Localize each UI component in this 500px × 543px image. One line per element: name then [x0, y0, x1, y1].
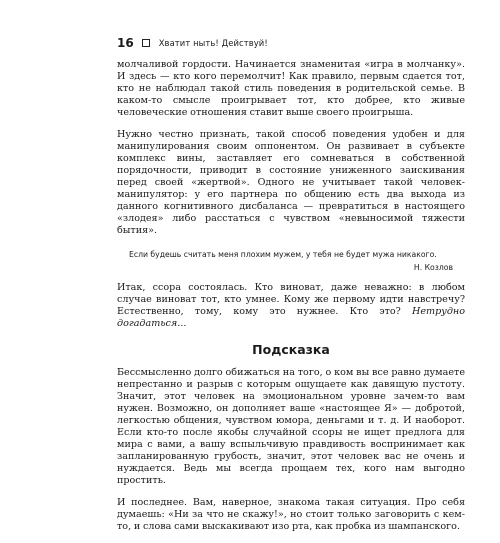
- paragraph-5: И последнее. Вам, наверное, знакома такая ситуация. Про себя думаешь: «Ни за что не скажу!», но стоит только заговорить с кем-то, и слова сами выскакивают изо рта, как пробка из шампанского.: [117, 497, 465, 532]
- section-heading: Подсказка: [252, 342, 330, 357]
- book-page: [117, 36, 465, 543]
- page-header: [117, 36, 465, 50]
- square-icon: [142, 39, 150, 47]
- paragraph-3: [117, 282, 465, 330]
- paragraph-3-italic: Нетрудно догадаться...: [117, 306, 465, 329]
- paragraph-2: Нужно честно признать, такой способ поведения удобен и для манипулирования своим оппонентом. Он развивает в субъекте комплекс вины, заставляет его сомневаться в собственной порядочности, приводит в состояние униженного заискивания перед своей «жертвой». Одного не учитывает такой человек-манипулятор: у его партнера по общению есть два выхода из данного когнитивного дисбаланса — превратиться в настоящего «злодея» либо расстаться с чувством «невыносимой тяжести бытия».: [117, 129, 465, 236]
- paragraph-1: молчаливой гордости. Начинается знаменитая «игра в молчанку». И здесь — кто кого перемолчит! Как правило, первым сдается тот, кто не наблюдал такой стиль поведения в родительской семье. В каком-то смысле проигрывает тот, кто добрее, кто живые человеческие отношения ставит выше своего проигрыша.: [117, 59, 465, 118]
- quote-text: Если будешь считать меня плохим мужем, у тебя не будет мужа никакого.: [129, 250, 437, 259]
- epigraph-quote: [129, 249, 465, 272]
- paragraph-3-text: Итак, ссора состоялась. Кто виноват, даже неважно: в любом случае виноват тот, кто умнее. Кому же первому идти навстречу? Естественно, тому, кому это нужнее. Кто это?: [117, 282, 465, 317]
- page-number: 16: [117, 36, 134, 50]
- quote-author: Н. Козлов: [413, 263, 453, 272]
- running-title: Хватит ныть! Действуй!: [158, 38, 268, 48]
- paragraph-4: Бессмысленно долго обижаться на того, о ком вы все равно думаете непрестанно и разрыв с которым ощущаете как давящую пустоту. Значит, этот человек на эмоциональном уровне зачем-то вам нужен. Возможно, он дополняет ваше «настоящее Я» — добротой, легкостью общения, чувством юмора, деньгами и т. д. И наоборот. Если кто-то после якобы случайной ссоры не ищет предлога для мира с вами, а вашу вспыльчивую правдивость воспринимает как запланированную грубость, значит, этот человек вас не очень и нуждается. Ведь мы всегда прощаем тех, кого нам выгодно простить.: [117, 367, 465, 486]
